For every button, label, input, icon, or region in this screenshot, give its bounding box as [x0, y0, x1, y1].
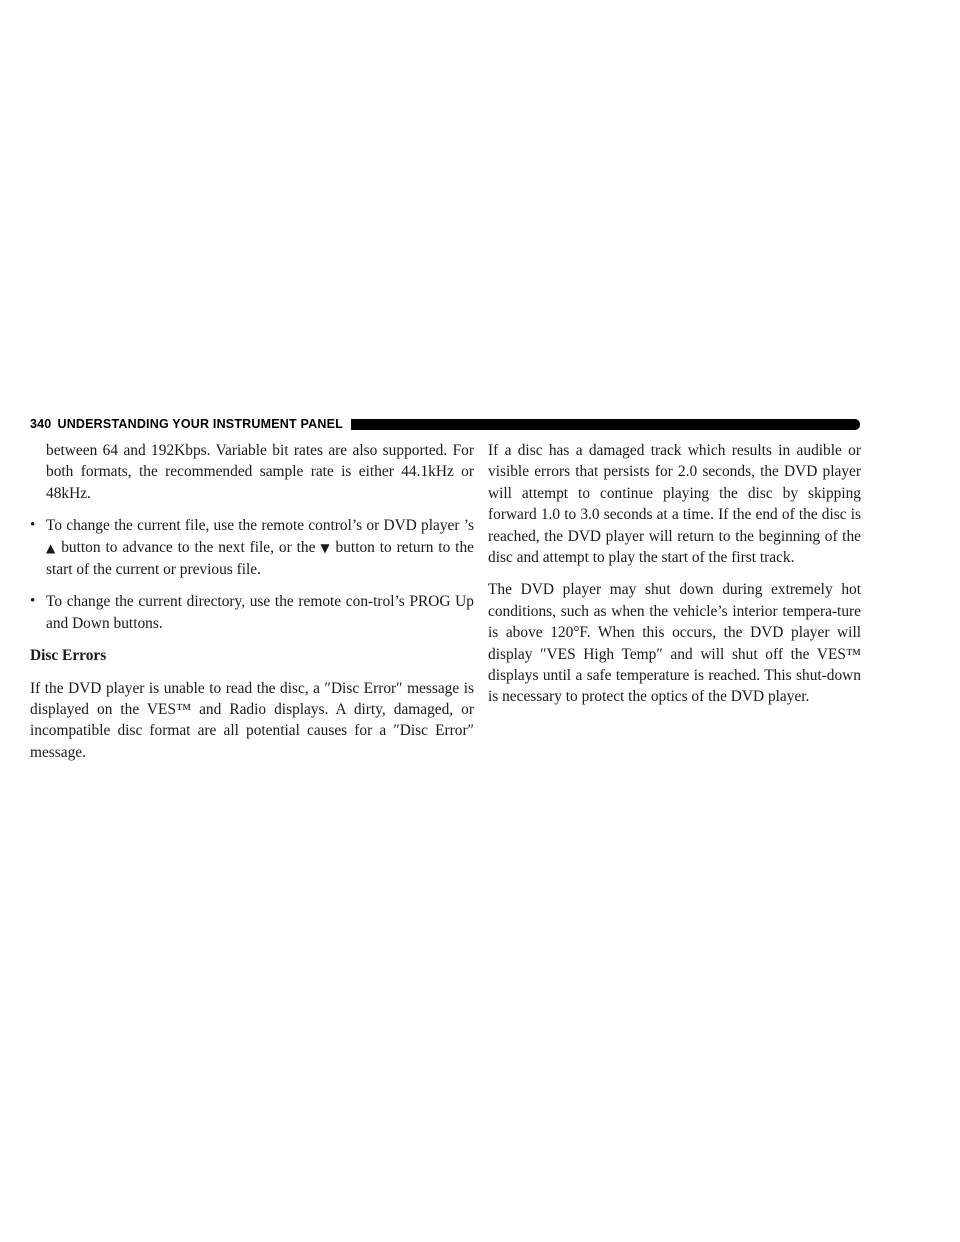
bullet-mark: • [30, 593, 36, 610]
section-title: UNDERSTANDING YOUR INSTRUMENT PANEL [57, 417, 343, 431]
disc-errors-paragraph: If the DVD player is unable to read the disc, a ″Disc Error″ message is displayed on the VES™ and Radio displays. A dirty, damaged, or incompatible disc format are all potential causes for a ″Disc Error″ message. [30, 679, 474, 761]
bullet-mark: • [30, 517, 36, 534]
bullet-item-change-file [30, 515, 474, 580]
up-arrow-icon: ▲ [46, 540, 57, 555]
header-rule [351, 419, 860, 430]
bullet-text: To change the current directory, use the remote con-trol’s PROG Up and Down buttons. [46, 593, 474, 632]
right-column [488, 440, 861, 719]
section-heading-disc-errors: Disc Errors [30, 647, 107, 665]
bullet-item-change-directory [30, 591, 474, 634]
high-temp-paragraph: The DVD player may shut down during extremely hot conditions, such as when the vehicle’s interior tempera-ture is above 120°F. When this occurs, the DVD player will display ″VES High Temp″ and will shut off the VES™ displays until a safe temperature is reached. This shut-down is necessary to protect the optics of the DVD player. [488, 581, 861, 706]
bullet-text-part: To change the current file, use the remote control’s or DVD player ’s [46, 517, 474, 535]
down-arrow-icon: ▼ [320, 540, 331, 555]
page-header [30, 415, 860, 433]
page-number: 340 [30, 417, 52, 431]
bullet-text-part: button to return to the start of the current or previous file. [46, 538, 474, 579]
bullet-text-part: button to advance to the next file, or the [56, 538, 321, 556]
continuation-paragraph: between 64 and 192Kbps. Variable bit rates are also supported. For both formats, the recommended sample rate is either 44.1kHz or 48kHz. [46, 442, 474, 502]
left-column [30, 440, 474, 774]
damaged-track-paragraph: If a disc has a damaged track which results in audible or visible errors that persists for 2.0 seconds, the DVD player will attempt to continue playing the disc by skipping forward 1.0 to 3.0 seconds at a time. If the end of the disc is reached, the DVD player will return to the beginning of the disc and attempt to play the start of the first track. [488, 442, 861, 567]
bullet-text [46, 515, 474, 580]
